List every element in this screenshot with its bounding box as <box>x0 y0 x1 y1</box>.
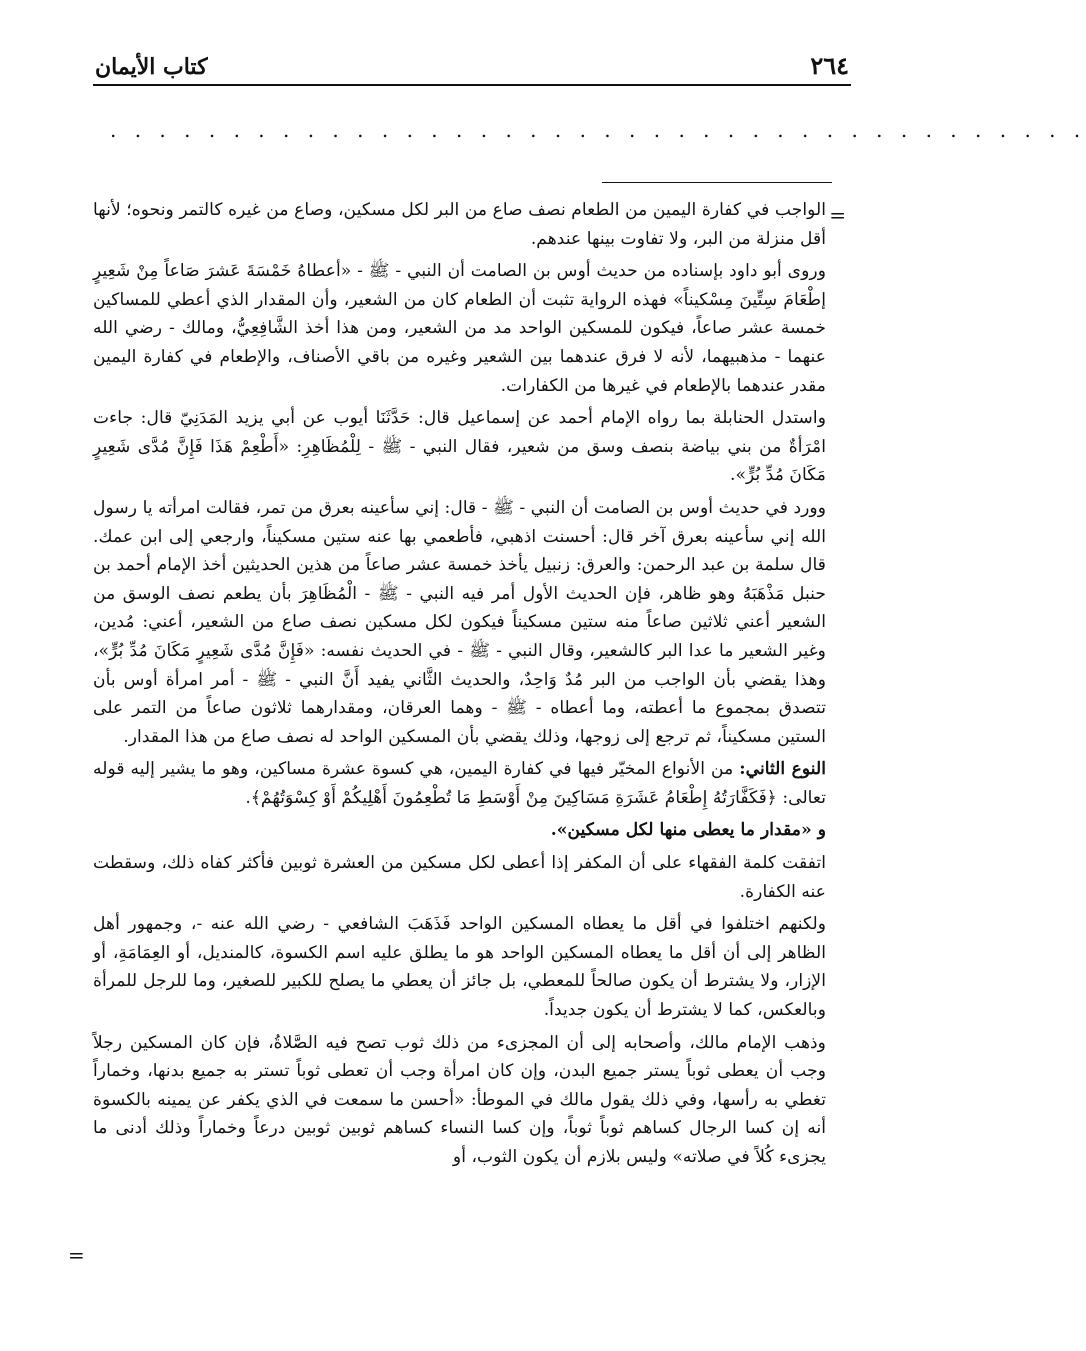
page-header <box>95 40 849 80</box>
paragraph: وروى أبو داود بإسناده من حديث أوس بن الصامت أن النبي - ﷺ - «أعطاهُ خَمْسَةَ عَشرَ صَاعاً مِنْ شَعِيرٍ إطْعَامَ سِتِّينَ مِسْكيناً» فهذه الرواية تثبت أن الطعام كان من الشعير، وأن المقدار الذي أعطي للمساكين خمسة عشر صاعاً، فيكون للمسكين الواحد مد من الشعير، ومن هذا أخذ الشَّافِعِيُّ، ومالك - رضي الله عنهما - مذهبيهما، لأنه لا فرق عندهما بين الشعير وغيره من باقي الأصناف، والإطعام في كفارة اليمين مقدر عندهما بالإطعام في غيرها من الكفارات. <box>93 261 826 396</box>
separator-dots: . . . . . . . . . . . . . . . . . . . . . . . . . . . . . . . . . . . . . . . . <box>110 118 1086 142</box>
page-number: ٢٦٤ <box>810 51 849 80</box>
header-rule <box>93 84 851 86</box>
footnote-rule <box>602 182 832 183</box>
paragraph: اتفقت كلمة الفقهاء على أن المكفر إذا أعطى لكل مسكين من العشرة ثوبين فأكثر كفاه ذلك، وسقطت عنه الكفارة. <box>93 853 826 902</box>
paragraph: الواجب في كفارة اليمين من الطعام نصف صاع من البر لكل مسكين، وصاع من غيره كالتمر ونحوه؛ لأنها أقل منزلة من البر، ولا تفاوت بينها عندهم. <box>93 200 826 249</box>
paragraph: واستدل الحنابلة بما رواه الإمام أحمد عن إسماعيل قال: حَدَّثَنَا أيوب عن أبي يزيد المَدَنِيّ قال: جاءت امْرَأةٌ من بني بياضة بنصف وسق من شعير، فقال النبي - ﷺ - لِلْمُظَاهِرِ: «أَطْعِمْ هَذَا فَإِنَّ مُدَّى شَعِيرٍ مَكَانَ مُدِّ بُرٍّ». <box>93 408 826 486</box>
continuation-mark-end: = <box>68 1243 85 1267</box>
paragraph: وذهب الإمام مالك، وأصحابه إلى أن المجزىء من ذلك ثوب تصح فيه الصَّلاةُ، فإن كان المسكين رجلاً وجب أن يعطى ثوباً يستر جميع البدن، وإن كان امرأة وجب أن تعطى ثوباً تستر به جميع بدنها، وخماراً تغطي به رأسها، وفي ذلك يقول مالك في الموطأ: «أحسن ما سمعت في الذي يكفر عن يمينه بالكسوة أنه إن كسا الرجال كساهم ثوباً ثوباً، وإن كسا النساء كساهم ثوبين ثوبين درعاً وخماراً وذلك أدنى ما يجزىء كُلاً في صلاته» وليس بلازم أن يكون الثوب، أو <box>93 1032 826 1167</box>
section-label: النوع الثاني: <box>739 759 826 780</box>
book-title: كتاب الأيمان <box>95 54 208 80</box>
section-heading: و «مقدار ما يعطى منها لكل مسكين». <box>550 820 826 841</box>
continuation-mark: = <box>829 203 846 227</box>
paragraph: النوع الثاني: من الأنواع المخيّر فيها في كفارة اليمين، هي كسوة عشرة مساكين، وهو ما يشير إليه قوله تعالى: ﴿فَكَفَّارَتُهُ إِطْعَامُ عَشَرَةِ مَسَاكِينَ مِنْ أَوْسَطِ مَا تُطْعِمُونَ أَهْلِيكُمْ أَوْ كِسْوَتُهُمْ﴾. <box>93 759 826 808</box>
paragraph: ولكنهم اختلفوا في أقل ما يعطاه المسكين الواحد فَذَهَبَ الشافعي - رضي الله عنه -، وجمهور أهل الظاهر إلى أن أقل ما يعطاه المسكين الواحد هو ما يطلق عليه اسم الكسوة، كالمنديل، أو العِمَامَةِ، أو الإزار، ولا يشترط أن يكون صالحاً للمعطي، بل جائز أن يعطي ما يصلح للكبير للصغير، وما للرجل للمرأة وبالعكس، كما لا يشترط أن يكون جديداً. <box>93 914 826 1021</box>
paragraph: وورد في حديث أوس بن الصامت أن النبي - ﷺ - قال: إني سأعينه بعرق من تمر، فقالت امرأته يا رسول الله إني سأعينه بعرق آخر قال: أحسنت اذهبي، فأطعمي بها عنه ستين مسكيناً، وارجعي إلى ابن عمك. قال سلمة بن عبد الرحمن: والعرق: زنبيل يأخذ خمسة عشر صاعاً من هذين الحديثين أخذ الإمام أحمد بن حنبل مَذْهَبَهُ وهو ظاهر، فإن الحديث الأول أمر فيه النبي - ﷺ - الْمُظَاهِرَ بأن يطعم نصف الوسق من الشعير أعني ثلاثين صاعاً منه ستين مسكيناً فيكون لكل مسكين نصف صاع من الشعير، أعني: مُدين، وغير الشعير ما عدا البر كالشعير، وقال النبي - ﷺ - في الحديث نفسه: «فَإِنَّ مُدَّى شَعِيرٍ مَكَانَ مُدِّ بُرٍّ»، وهذا يقضي بأن الواجب من البر مُدٌ وَاحِدٌ، والحديث الثَّاني يفيد أَنَّ النبي - ﷺ - أمر امرأة أوس بأن تتصدق بمجموع ما أعطته، وما أعطاه - ﷺ - وهما العرقان، ومقدارهما ثلاثون صاعاً من التمر على الستين مسكيناً، ثم ترجع إلى زوجها، وذلك يقضي بأن المسكين الواحد له نصف صاع من هذا المقدار. <box>93 497 826 747</box>
footnote-text <box>93 196 826 1296</box>
